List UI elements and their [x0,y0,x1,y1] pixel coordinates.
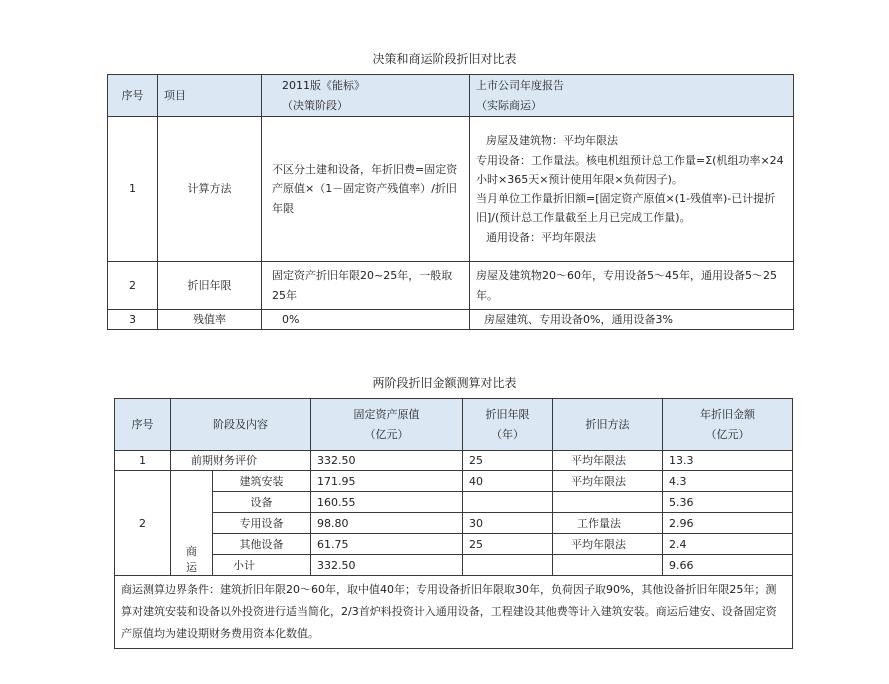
row-method: 平均年限法 [553,471,663,492]
row-item: 设备 [213,492,311,513]
report-header-line2: （实际商运） [476,98,542,112]
years-header-line2: （年） [491,427,524,441]
table-row [115,534,793,555]
row-item: 残值率 [158,310,262,330]
row-item: 计算方法 [158,117,262,262]
row-years: 30 [463,513,553,534]
report-line: 房屋及建筑物：平均年限法 [486,134,618,148]
row-item: 建筑安装 [213,471,311,492]
row-years [463,555,553,576]
row-report: 房屋及建筑物20～60年，专用设备5～45年，通用设备5～25年。 [470,262,794,310]
row-method: 工作量法 [553,513,663,534]
report-line: 通用设备：平均年限法 [486,230,596,244]
col-header-method: 折旧方法 [553,399,663,451]
row-item: 小计 [213,555,311,576]
table-row [115,451,793,471]
vertical-label-char: 运 [186,560,197,574]
row-value: 332.50 [311,451,463,471]
row-method: 平均年限法 [553,534,663,555]
table-note: 商运测算边界条件：建筑折旧年限20～60年，取中值40年；专用设备折旧年限取30年，负荷因子取90%，其他设备折旧年限25年；测算对建筑安装和设备以外投资进行适当简化，2/3首炉料投资计入通用设备，工程建设其他费等计入建筑安装。商运后建安、设备固定资产原值均为建设期财务费用资本化数值。 [115,576,793,649]
col-header-value [311,399,463,451]
row-value: 171.95 [311,471,463,492]
table2-header-row [115,399,793,451]
value-header-line2: （亿元） [364,427,409,441]
table1-title: 决策和商运阶段折旧对比表 [372,52,517,66]
value-header-line1: 固定资产原值 [353,408,420,422]
row-method: 平均年限法 [553,451,663,471]
table-row [115,471,793,492]
group-vertical-label [171,471,213,576]
table-row [108,262,794,310]
row-no: 3 [108,310,158,330]
table-row [115,492,793,513]
col-header-stage: 阶段及内容 [171,399,311,451]
col-header-report [470,75,794,117]
row-item: 其他设备 [213,534,311,555]
row-method [553,492,663,513]
table-row [108,117,794,262]
row-decision: 0% [262,310,470,330]
decision-header-line2: （决策阶段） [282,98,348,112]
table-row [115,555,793,576]
col-header-no: 序号 [108,75,158,117]
group-no: 2 [115,471,171,576]
row-item: 折旧年限 [158,262,262,310]
col-header-no: 序号 [115,399,171,451]
row-stage: 前期财务评价 [171,451,311,471]
row-decision: 固定资产折旧年限20~25年，一般取25年 [262,262,470,310]
row-value: 160.55 [311,492,463,513]
row-method [553,555,663,576]
row-years: 25 [463,534,553,555]
row-years: 25 [463,451,553,471]
row-amount: 9.66 [663,555,793,576]
row-value: 98.80 [311,513,463,534]
row-report [470,117,794,262]
row-amount: 2.96 [663,513,793,534]
row-value: 61.75 [311,534,463,555]
row-amount: 4.3 [663,471,793,492]
table-note-row [115,576,793,649]
row-value: 332.50 [311,555,463,576]
report-line: 当月单位工作量折旧额=[固定资产原值×(1-残值率)-已计提折旧]/(预计总工作量截至上月已完成工作量)。 [476,192,776,225]
row-no: 1 [115,451,171,471]
row-years [463,492,553,513]
row-amount: 5.36 [663,492,793,513]
amount-header-line1: 年折旧金额 [700,408,755,422]
row-years: 40 [463,471,553,492]
table-row [115,513,793,534]
row-no: 1 [108,117,158,262]
col-header-years [463,399,553,451]
table2-title: 两阶段折旧金额测算对比表 [372,376,517,390]
col-header-decision [262,75,470,117]
report-line: 专用设备：工作量法。核电机组预计总工作量=Σ(机组功率×24小时×365天×预计使用年限×负荷因子)。 [476,153,784,186]
table-row [108,310,794,330]
table1-header-row [108,75,794,117]
row-report: 房屋建筑、专用设备0%，通用设备3% [470,310,794,330]
row-decision: 不区分土建和设备，年折旧费=固定资产原值×（1－固定资产残值率）/折旧年限 [262,117,470,262]
row-amount: 2.4 [663,534,793,555]
depreciation-amount-table [114,398,793,649]
vertical-label-char: 商 [186,545,197,559]
row-no: 2 [108,262,158,310]
depreciation-comparison-table [107,74,794,330]
row-amount: 13.3 [663,451,793,471]
years-header-line1: 折旧年限 [485,408,530,422]
amount-header-line2: （亿元） [705,427,750,441]
decision-header-line1: 2011版《能标》 [282,79,365,93]
col-header-item: 项目 [158,75,262,117]
row-item: 专用设备 [213,513,311,534]
report-header-line1: 上市公司年度报告 [476,79,564,93]
col-header-amount [663,399,793,451]
